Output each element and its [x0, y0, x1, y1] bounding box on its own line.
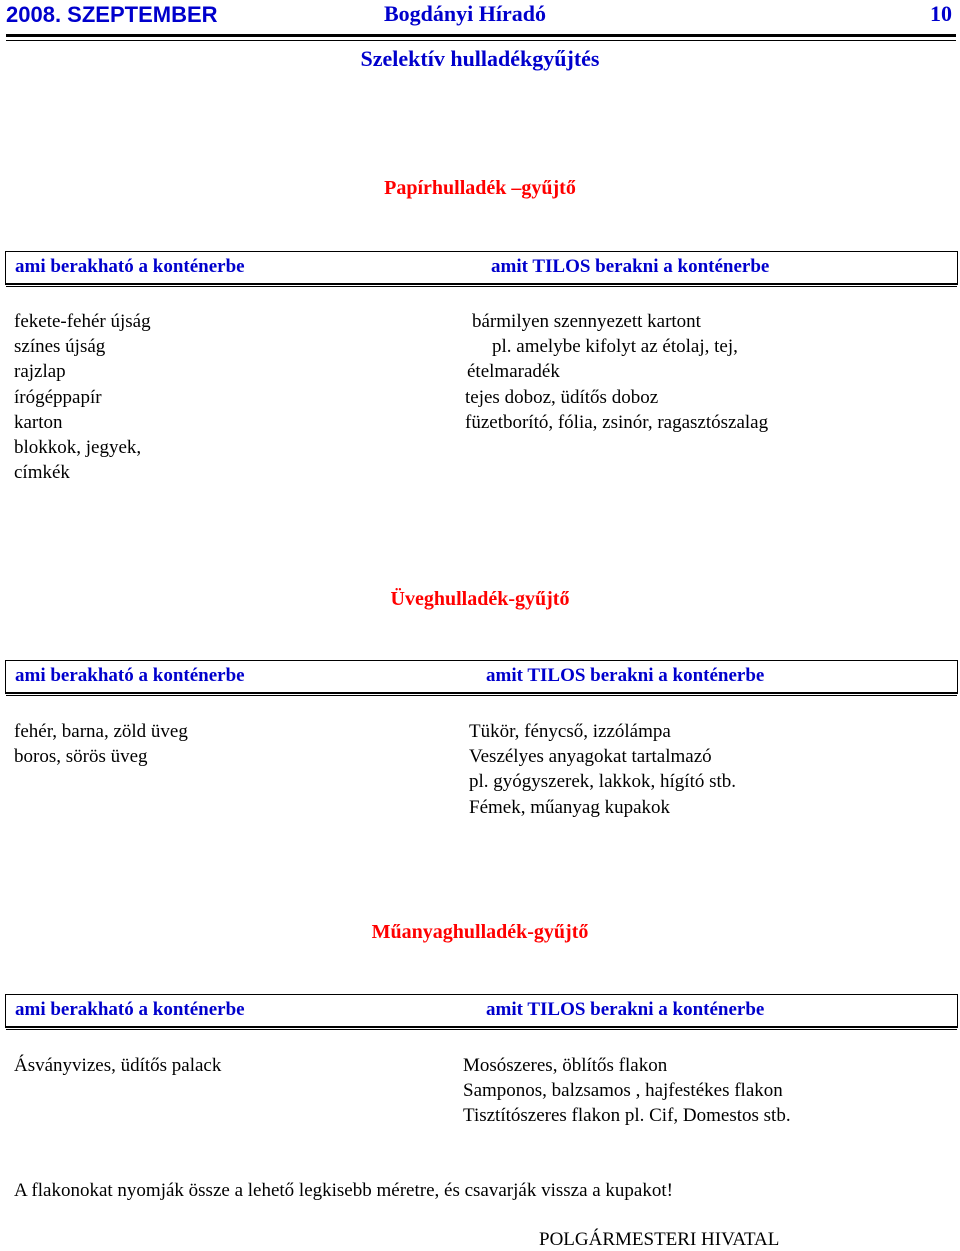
allowed-header: ami berakható a konténerbe	[15, 665, 245, 686]
list-item: karton	[14, 411, 63, 433]
list-item: füzetborító, fólia, zsinór, ragasztószalag	[465, 411, 769, 433]
signature: POLGÁRMESTERI HIVATAL	[539, 1229, 780, 1250]
list-item: írógéppapír	[14, 386, 102, 408]
section-title-glass: Üveghulladék-gyűjtő	[390, 588, 570, 610]
cap-note: A flakonokat nyomják össze a lehető legkisebb méretre, és csavarják vissza a kupakot!	[14, 1180, 673, 1201]
list-item: Mosószeres, öblítős flakon	[463, 1055, 668, 1076]
header-rule-thin	[6, 40, 956, 41]
article-title: Szelektív hulladékgyűjtés	[360, 46, 600, 71]
list-item: pl. amelybe kifolyt az étolaj, tej,	[492, 336, 738, 358]
list-item: Samponos, balzsamos , hajfestékes flakon	[463, 1080, 783, 1102]
list-item: tejes doboz, üdítős doboz	[465, 386, 659, 408]
publication-title: Bogdányi Híradó	[384, 1, 546, 26]
list-item: Fémek, műanyag kupakok	[469, 796, 671, 818]
forbidden-header: amit TILOS berakni a konténerbe	[486, 999, 765, 1020]
list-item: címkék	[14, 462, 70, 484]
forbidden-header: amit TILOS berakni a konténerbe	[491, 256, 770, 277]
section-header-box-glass	[5, 660, 958, 694]
page-number: 10	[930, 1, 952, 26]
list-item: ételmaradék	[467, 361, 560, 383]
allowed-list-plastic	[14, 1053, 221, 1078]
list-item: Tükör, fénycső, izzólámpa	[469, 721, 671, 742]
section-title-paper: Papírhulladék –gyűjtő	[384, 177, 576, 199]
list-item: színes újság	[14, 336, 106, 358]
forbidden-list-paper	[465, 309, 768, 435]
page-header	[0, 0, 960, 36]
list-item: boros, sörös üveg	[14, 746, 148, 768]
list-item: bármilyen szennyezett kartont	[472, 311, 701, 332]
list-item: blokkok, jegyek,	[14, 437, 142, 459]
allowed-list-paper	[14, 309, 151, 485]
issue-date: 2008. SZEPTEMBER	[6, 2, 218, 27]
allowed-header: ami berakható a konténerbe	[15, 256, 245, 277]
list-item: Tisztítószeres flakon pl. Cif, Domestos stb.	[463, 1105, 791, 1127]
list-item: fekete-fehér újság	[14, 311, 151, 332]
list-item: rajzlap	[14, 361, 66, 383]
list-item: Ásványvizes, üdítős palack	[14, 1055, 222, 1076]
allowed-list-glass	[14, 719, 188, 769]
section-header-box-paper	[5, 251, 958, 285]
list-item: fehér, barna, zöld üveg	[14, 721, 188, 742]
list-item: pl. gyógyszerek, lakkok, hígító stb.	[469, 771, 737, 793]
forbidden-header: amit TILOS berakni a konténerbe	[486, 665, 765, 686]
section-title-plastic: Műanyaghulladék-gyűjtő	[371, 921, 589, 943]
forbidden-list-plastic	[463, 1053, 791, 1129]
forbidden-list-glass	[469, 719, 736, 820]
allowed-header: ami berakható a konténerbe	[15, 999, 245, 1020]
header-rule-thick	[6, 34, 956, 37]
section-header-box-plastic	[5, 994, 958, 1028]
list-item: Veszélyes anyagokat tartalmazó	[469, 746, 712, 768]
